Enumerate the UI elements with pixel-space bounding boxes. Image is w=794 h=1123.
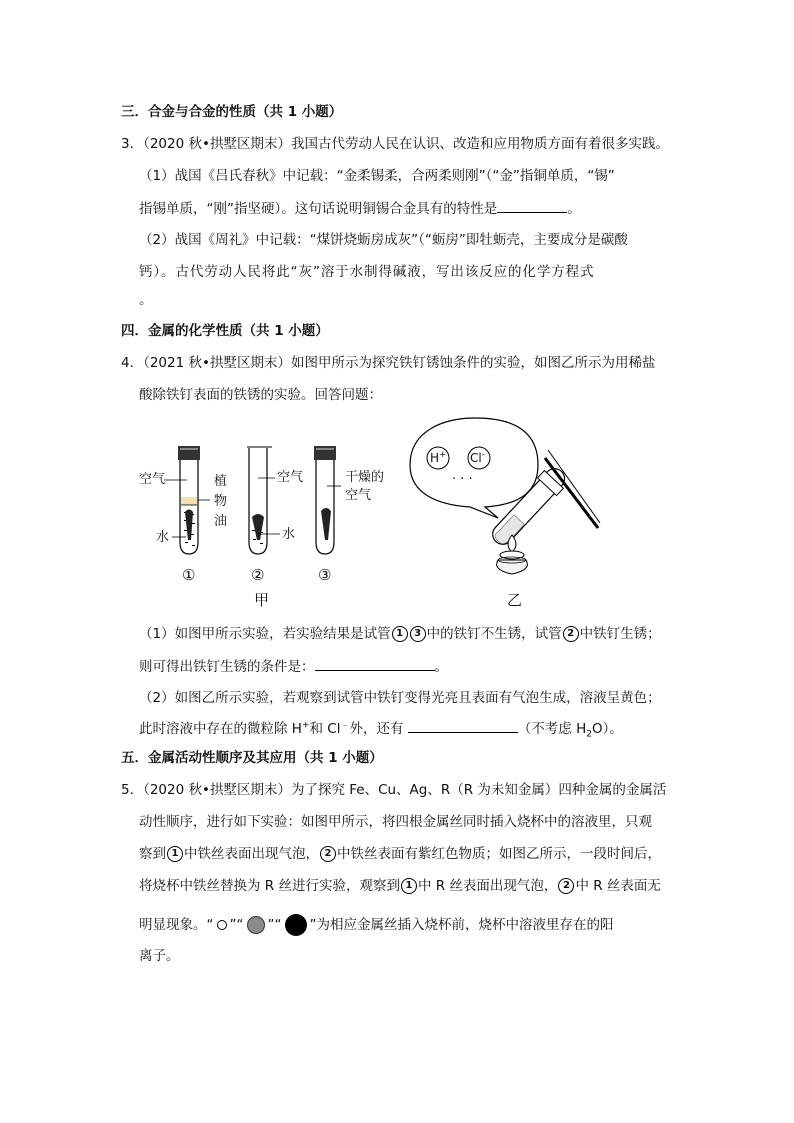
q4-part1-line1: （1）如图甲所示实验，若实验结果是试管 1 3 中的铁钉不生锈，试管 2 中铁钉生锈；: [139, 626, 661, 642]
test-tube-3: [314, 446, 341, 554]
q3-part2-line3: 。: [139, 292, 153, 308]
q4-part1-line2: 则可得出铁钉生锈的条件是： 。: [139, 656, 448, 677]
q4-number: 4．: [121, 355, 144, 371]
label-oil-3: 油: [214, 514, 228, 529]
section3-heading: 三．合金与合金的性质（共 1 小题）: [121, 104, 343, 120]
circled-3: 3: [410, 626, 426, 642]
q3-part1-line2: 指锡单质，“刚”指坚硬）。这句话说明铜锡合金具有的特性是 。: [139, 198, 581, 219]
q5-stem-line6: 离子。: [139, 948, 180, 964]
circled-2: 2: [558, 878, 574, 894]
label-oil-1: 植: [214, 474, 228, 489]
q3-stem: 3．（2020 秋•拱墅区期末）我国古代劳动人民在认识、改造和应用物质方面有着很多实践。: [121, 136, 669, 152]
oil-layer: [181, 497, 197, 505]
label-air-2: 空气: [277, 470, 304, 485]
label-air-1: 空气: [139, 472, 166, 487]
q5-stem-line1: 5．（2020 秋•拱墅区期末）为了探究 Fe、Cu、Ag、R（R 为未知金属）四种金属的金属活: [121, 782, 667, 798]
bubble-ellipsis: · · ·: [452, 472, 473, 487]
q3-part2-line1: （2）战国《周礼》中记载：“煤饼烧蛎房成灰”（“蛎房”即牡蛎壳，主要成分是碳酸: [139, 232, 628, 248]
q3-number: 3．: [121, 136, 144, 152]
iron-nail-3: [321, 508, 331, 540]
q4-stem-line1: 4．（2021 秋•拱墅区期末）如图甲所示为探究铁钉锈蚀条件的实验，如图乙所示为用稀盐: [121, 355, 656, 371]
q4-answer-blank-2[interactable]: [408, 718, 518, 733]
black-circle-icon: [285, 914, 307, 936]
q4-part2-line1: （2）如图乙所示实验，若观察到试管中铁钉变得光亮且表面有气泡生成，溶液呈黄色；: [139, 690, 661, 706]
test-tube-2: [247, 447, 280, 554]
label-dry-air-1: 干燥的: [345, 470, 385, 485]
circled-2: 2: [320, 846, 336, 862]
q5-number: 5．: [121, 782, 144, 798]
q3-part1-line1: （1）战国《吕氏春秋》中记载：“金柔锡柔，合两柔则刚”（“金”指铜单质，“锡”: [139, 168, 615, 184]
tube-number-2: ②: [251, 566, 265, 584]
circled-2: 2: [563, 626, 579, 642]
test-tube-1: [164, 446, 210, 554]
caption-yi: 乙: [507, 591, 523, 609]
q5-stem-line4: 将烧杯中铁丝替换为 R 丝进行实验，观察到 1 中 R 丝表面出现气泡， 2 中 R 丝表面无: [139, 878, 661, 894]
circled-1: 1: [167, 846, 183, 862]
caption-jia: 甲: [254, 591, 270, 609]
q5-stem-line5: 明显现象。“ ”“ ”“ ”为相应金属丝插入烧杯前，烧杯中溶液里存在的阳: [139, 914, 614, 936]
circled-1: 1: [392, 626, 408, 642]
grey-circle-icon: [247, 916, 265, 934]
label-oil-2: 物: [214, 494, 228, 509]
q4-part2-line2: 此时溶液中存在的微粒除 H+和 Cl﹣外，还有 （不考虑 $H_2O$）。: [139, 718, 623, 739]
tube-number-1: ①: [182, 566, 196, 584]
small-white-circle-icon: [217, 920, 227, 930]
circled-1: 1: [401, 878, 417, 894]
q5-stem-line2: 动性顺序，进行如下实验：如图甲所示，将四根金属丝同时插入烧杯中的溶液里，只观: [139, 814, 652, 830]
section4-heading: 四．金属的化学性质（共 1 小题）: [121, 323, 329, 339]
ion-h-plus: H+: [430, 450, 447, 465]
section5-heading: 五．金属活动性顺序及其应用（共 1 小题）: [121, 750, 383, 766]
tube-number-3: ③: [318, 566, 332, 584]
q4-answer-blank-1[interactable]: [315, 656, 435, 671]
label-dry-air-2: 空气: [345, 488, 372, 503]
iron-nail-1: [185, 510, 193, 541]
label-water-1: 水: [156, 530, 170, 545]
q5-stem-line3: 察到 1 中铁丝表面出现气泡， 2 中铁丝表面有紫红色物质；如图乙所示，一段时间后，: [139, 846, 661, 862]
ion-cl-minus: Cl-: [470, 450, 485, 465]
q3-part2-line2: 钙）。古代劳动人民将此“灰”溶于水制得碱液，写出该反应的化学方程式: [139, 264, 595, 280]
q4-stem-line2: 酸除铁钉表面的铁锈的实验。回答问题：: [139, 387, 382, 403]
iron-nail-2: [252, 514, 264, 540]
label-water-2: 水: [282, 527, 296, 542]
